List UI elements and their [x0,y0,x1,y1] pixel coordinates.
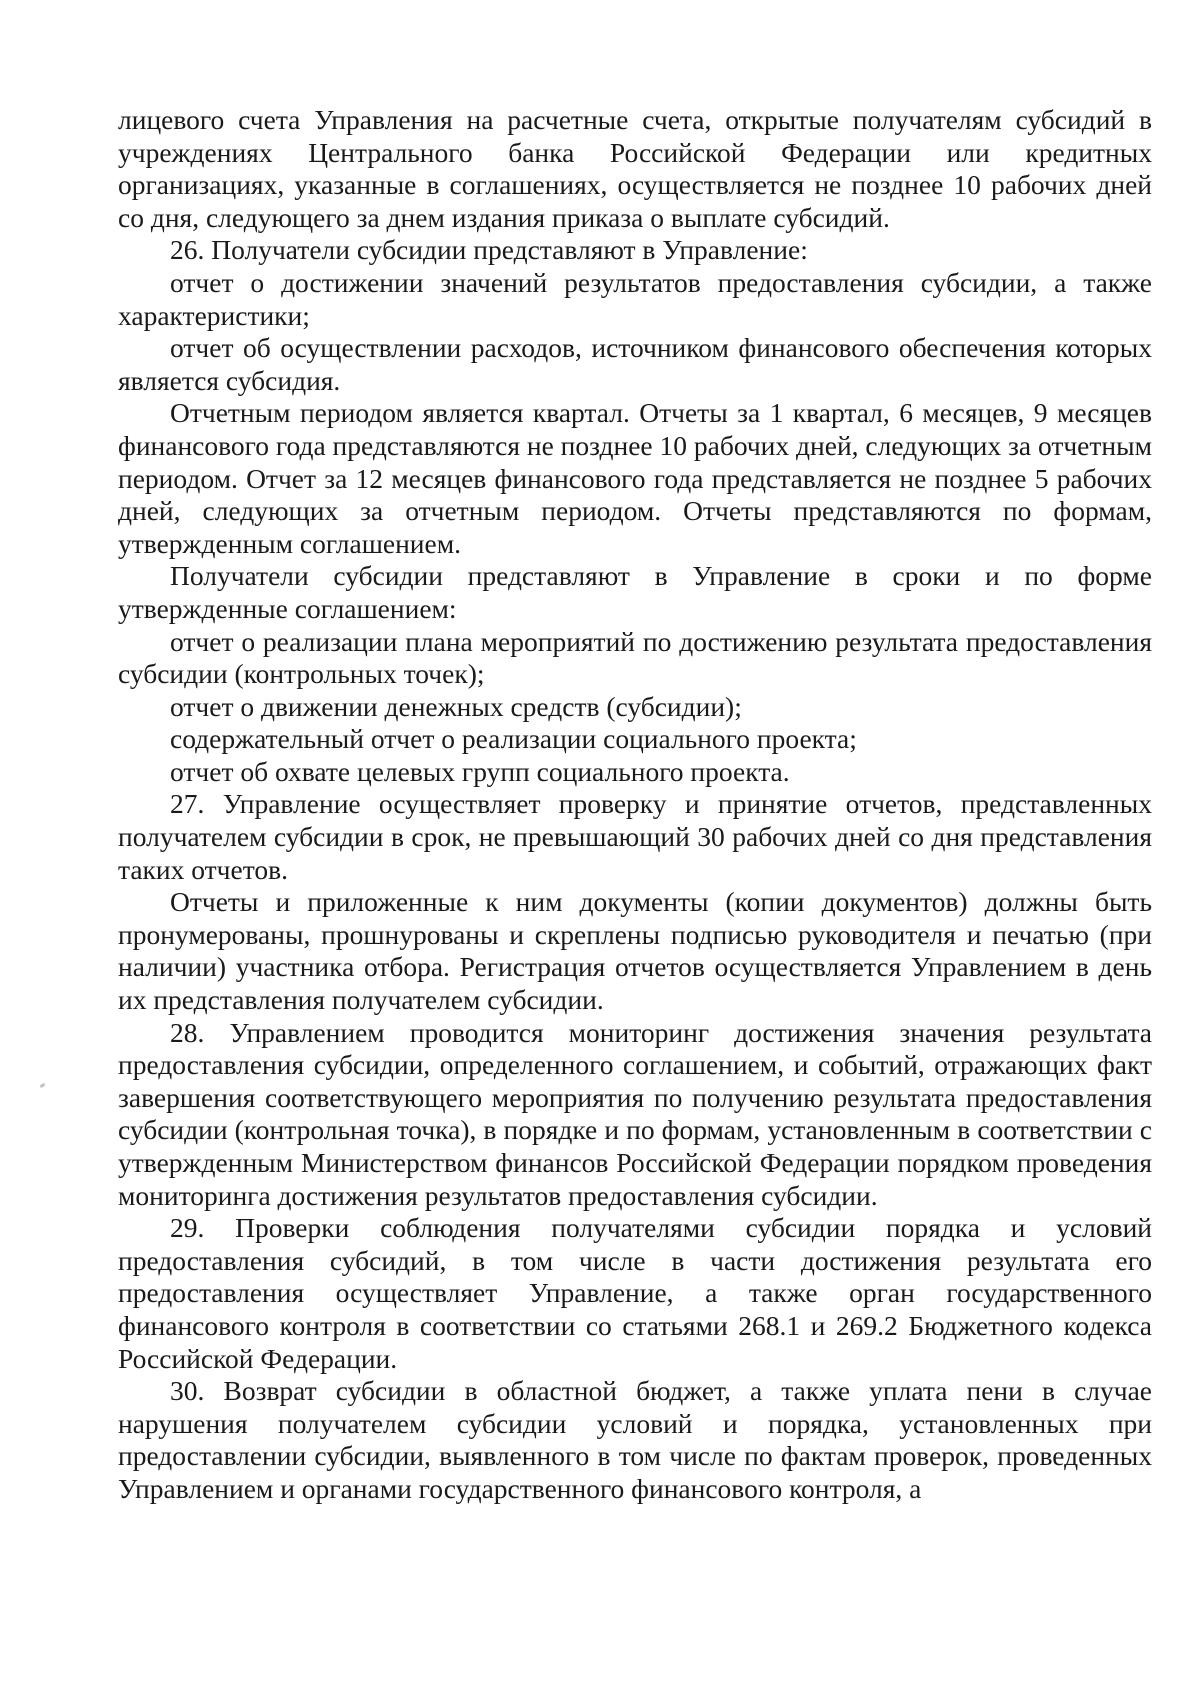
paragraph-26-item-coverage-report: отчет об охвате целевых групп социального проекта. [170,755,790,787]
paragraph-26-reporting-period: Отчетным периодом является квартал. Отчеты за 1 квартал, 6 месяцев, 9 месяцев финансового года представляются не позднее 10 рабочих дней, следующих за отчетным периодом. Отчет за 12 месяцев финансового года представляется не позднее 5 рабочих дней, следующих за отчетным периодом. Отчеты представляются по формам, утвержденным соглашением. [118,397,1152,559]
paragraph-28: 28. Управлением проводится мониторинг достижения значения результата предоставления субсидии, определенного соглашением, и событий, отражающих факт завершения соответствующего мероприятия по получению результата предоставления субсидии (контрольная точка), в порядке и по формам, установленным в соответствии с утвержденным Министерством финансов Российской Федерации порядком проведения мониторинга достижения результатов предоставления субсидии. [118,1016,1152,1211]
paragraph-26-heading: 26. Получатели субсидии представляют в Управление: [170,234,808,266]
paragraph-26-additional-reports: Получатели субсидии представляют в Управление в сроки и по форме утвержденные соглашением: [118,560,1152,624]
document-page [118,104,1152,1506]
paragraph-26-item-content-report: содержательный отчет о реализации социального проекта; [170,723,857,755]
paragraph-26-item-results-report: отчет о достижении значений результатов предоставления субсидии, а также характеристики; [118,266,1152,331]
paragraph-29: 29. Проверки соблюдения получателями субсидии порядка и условий предоставления субсидий, в том числе в части достижения результата его предоставления осуществляет Управление, а также орган государственного финансового контроля в соответствии со статьями 268.1 и 269.2 Бюджетного кодекса Российской Федерации. [118,1212,1152,1374]
paragraph-26-item-plan-report: отчет о реализации плана мероприятий по достижению результата предоставления субсидии (контрольных точек); [118,625,1152,690]
paragraph-26-item-cash-flow-report: отчет о движении денежных средств (субсидии); [170,690,742,722]
paragraph-27: 27. Управление осуществляет проверку и принятие отчетов, представленных получателем субсидии в срок, не превышающий 30 рабочих дней со дня представления таких отчетов. [118,788,1152,885]
paragraph-30: 30. Возврат субсидии в областной бюджет, а также уплата пени в случае нарушения получателем субсидии условий и порядка, установленных при предоставлении субсидии, выявленного в том числе по фактам проверок, проведенных Управлением и органами государственного финансового контроля, а [118,1375,1152,1504]
scan-artifact [40,1083,46,1088]
paragraph-27-report-requirements: Отчеты и приложенные к ним документы (копии документов) должны быть пронумерованы, прошнурованы и скреплены подписью руководителя и печатью (при наличии) участника отбора. Регистрация отчетов осуществляется Управлением в день их представления получателем субсидии. [118,886,1152,1016]
paragraph-26-item-expenses-report: отчет об осуществлении расходов, источником финансового обеспечения которых является субсидия. [118,332,1152,396]
paragraph-25-continuation: лицевого счета Управления на расчетные счета, открытые получателям субсидий в учреждениях Центрального банка Российской Федерации или кредитных организациях, указанные в соглашениях, осуществляется не позднее 10 рабочих дней со дня, следующего за днем издания приказа о выплате субсидий. [118,104,1152,233]
